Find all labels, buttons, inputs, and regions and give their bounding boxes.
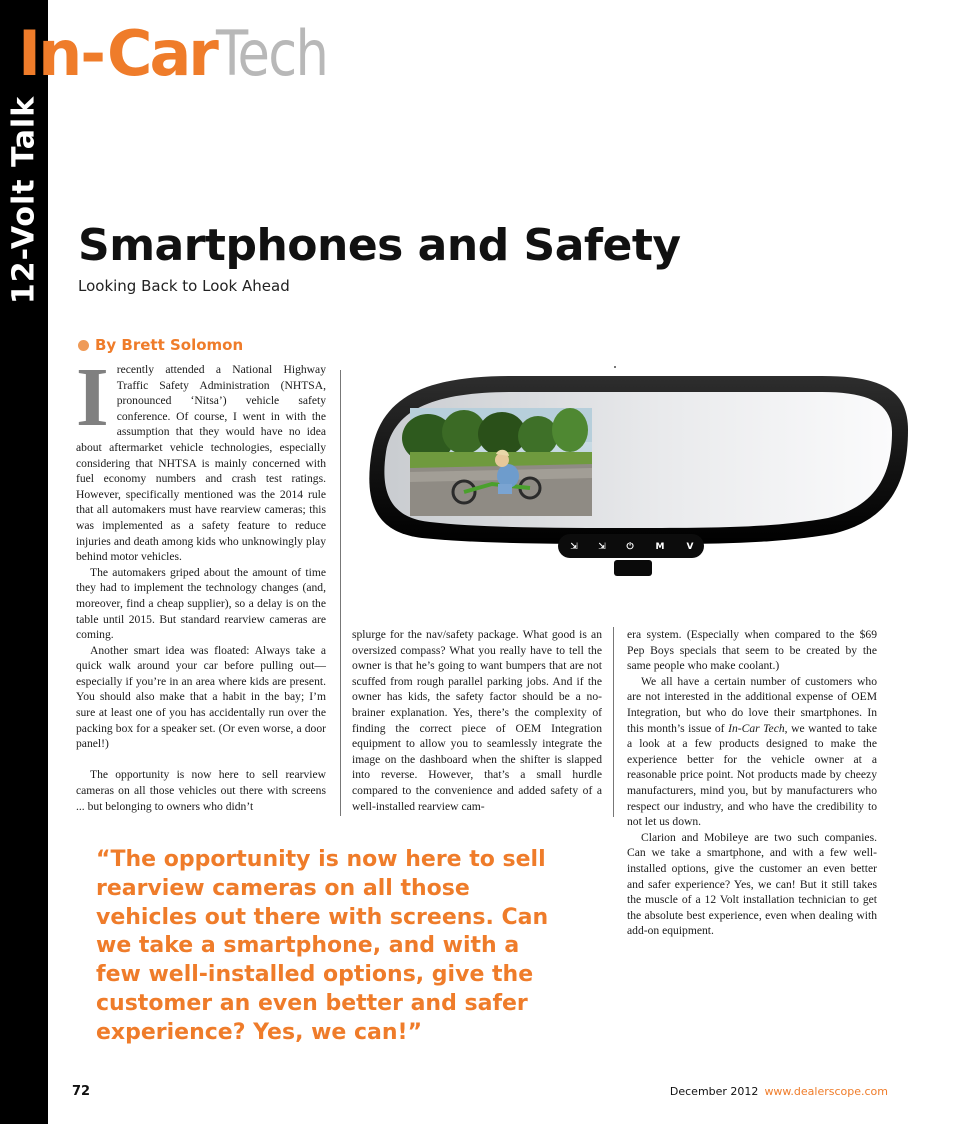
page-number: 72 xyxy=(72,1084,91,1099)
paragraph xyxy=(76,351,326,565)
website-link[interactable]: www.dealerscope.com xyxy=(764,1085,888,1098)
sidebar-bar xyxy=(0,0,48,1124)
logo-dash: - xyxy=(80,17,106,90)
mirror-button-1-label: ⇲ xyxy=(570,542,578,552)
mirror-button-bar xyxy=(558,534,704,576)
paragraph-text: We all have a certain number of customers who are not interested in the additional expense of OEM Integration, but who do love their smartphones. In this month’s issue of xyxy=(627,674,877,735)
article-subtitle: Looking Back to Look Ahead xyxy=(78,277,290,295)
magazine-section-name: In-Car Tech xyxy=(728,721,785,735)
article-title: Smartphones and Safety xyxy=(78,220,681,271)
column-3 xyxy=(627,627,877,939)
pull-quote: “The opportunity is now here to sell rearview cameras on all those vehicles out there with screens. Can we take a smartphone, and with a few well-installed options, give the customer an even better and safer experience? Yes, we can!” xyxy=(96,847,549,1045)
drop-cap: I xyxy=(76,351,109,444)
mirror-button-m-label: M xyxy=(655,542,665,552)
mirror-illustration xyxy=(352,368,918,584)
column-divider xyxy=(613,627,614,817)
column-divider xyxy=(340,370,341,816)
paragraph xyxy=(627,674,877,830)
paragraph: Clarion and Mobileye are two such companies. Can we take a smartphone, and with a few well-installed options, give the customer an even better and safer experience? Yes, we can! But it still takes the muscle of a 12 Volt installation technician to get the absolute best experience, even when dealing with add-on equipment. xyxy=(627,830,877,938)
footer xyxy=(670,1085,888,1098)
bullet-dot-icon xyxy=(78,340,89,351)
mirror-button-power-label: ⏻ xyxy=(626,542,634,552)
paragraph: splurge for the nav/safety package. What good is an oversized compass? What you really have to tell the owner is that he’s going to want bumpers that are not scuffed from rough parallel parking jobs. And if the owner has kids, the safety factor should be a no-brainer explanation. Yes, there’s the complexity of finding the correct piece of OEM Integration equipment to allow you to seamlessly integrate the image on the dashboard when the shifter is slapped into reverse. However, that’s a small hurdle compared to the convenience and added safety of a well-installed rearview cam- xyxy=(352,628,602,813)
mirror-button-v-label: V xyxy=(686,542,694,552)
paragraph: era system. (Especially when compared to the $69 Pep Boys specials that seem to be created by the same people who make coolant.) xyxy=(627,628,877,673)
section-label: 12-Volt Talk xyxy=(6,95,42,305)
logo-word-car: Car xyxy=(106,17,216,90)
author-name: By Brett Solomon xyxy=(95,336,244,354)
section-logo xyxy=(18,14,347,94)
mirror-button-2-label: ⇲ xyxy=(598,542,606,552)
paragraph: The opportunity is now here to sell rearview cameras on all those vehicles out there with screens ... but belonging to owners who didn’t xyxy=(76,768,326,813)
paragraph-text: , we wanted to take a look at a few products designed to make the experience better for the vehicle owner at a reasonable price point. Not products made by cheezy manufacturers, mind you, but by manufacturers who respect our industry, and who have the credibility to not let us down. xyxy=(627,721,877,829)
paragraph: Another smart idea was floated: Always take a quick walk around your car before pulling out—especially if you’re in an area where kids are present. You should also make that a habit in the bay; I’m sure at least one of you has accidentally run over the packing box for a speaker set. (Or even worse, a door panel!) xyxy=(76,643,326,751)
logo-word-tech: Tech xyxy=(215,17,328,90)
column-1 xyxy=(76,351,326,814)
issue-date: December 2012 xyxy=(669,1085,759,1098)
camera-display xyxy=(402,408,592,516)
paragraph: The automakers griped about the amount of time they had to implement the technology changes (and, moreover, find a cheap supplier), so a delay is on the table until 2015. But standard rearview cameras are coming. xyxy=(76,565,326,642)
paragraph-text: recently attended a National Highway Traffic Safety Administration (NHTSA, pronounced ‘Nitsa’) vehicle safety conference. Of course, I went in with the assumption that they would have no idea about aftermarket vehicle technologies, especially considering that NHTSA is mainly concerned with fuel economy numbers and crash test ratings. However, specifically mentioned was the 2014 rule that all automakers must have rearview cameras; this was implemented as a safety feature to reduce injuries and death among kids who unknowingly play behind motor vehicles. xyxy=(76,363,326,564)
logo-word-in: In xyxy=(18,17,80,90)
rearview-mirror-photo xyxy=(352,368,918,584)
column-2 xyxy=(352,627,602,814)
